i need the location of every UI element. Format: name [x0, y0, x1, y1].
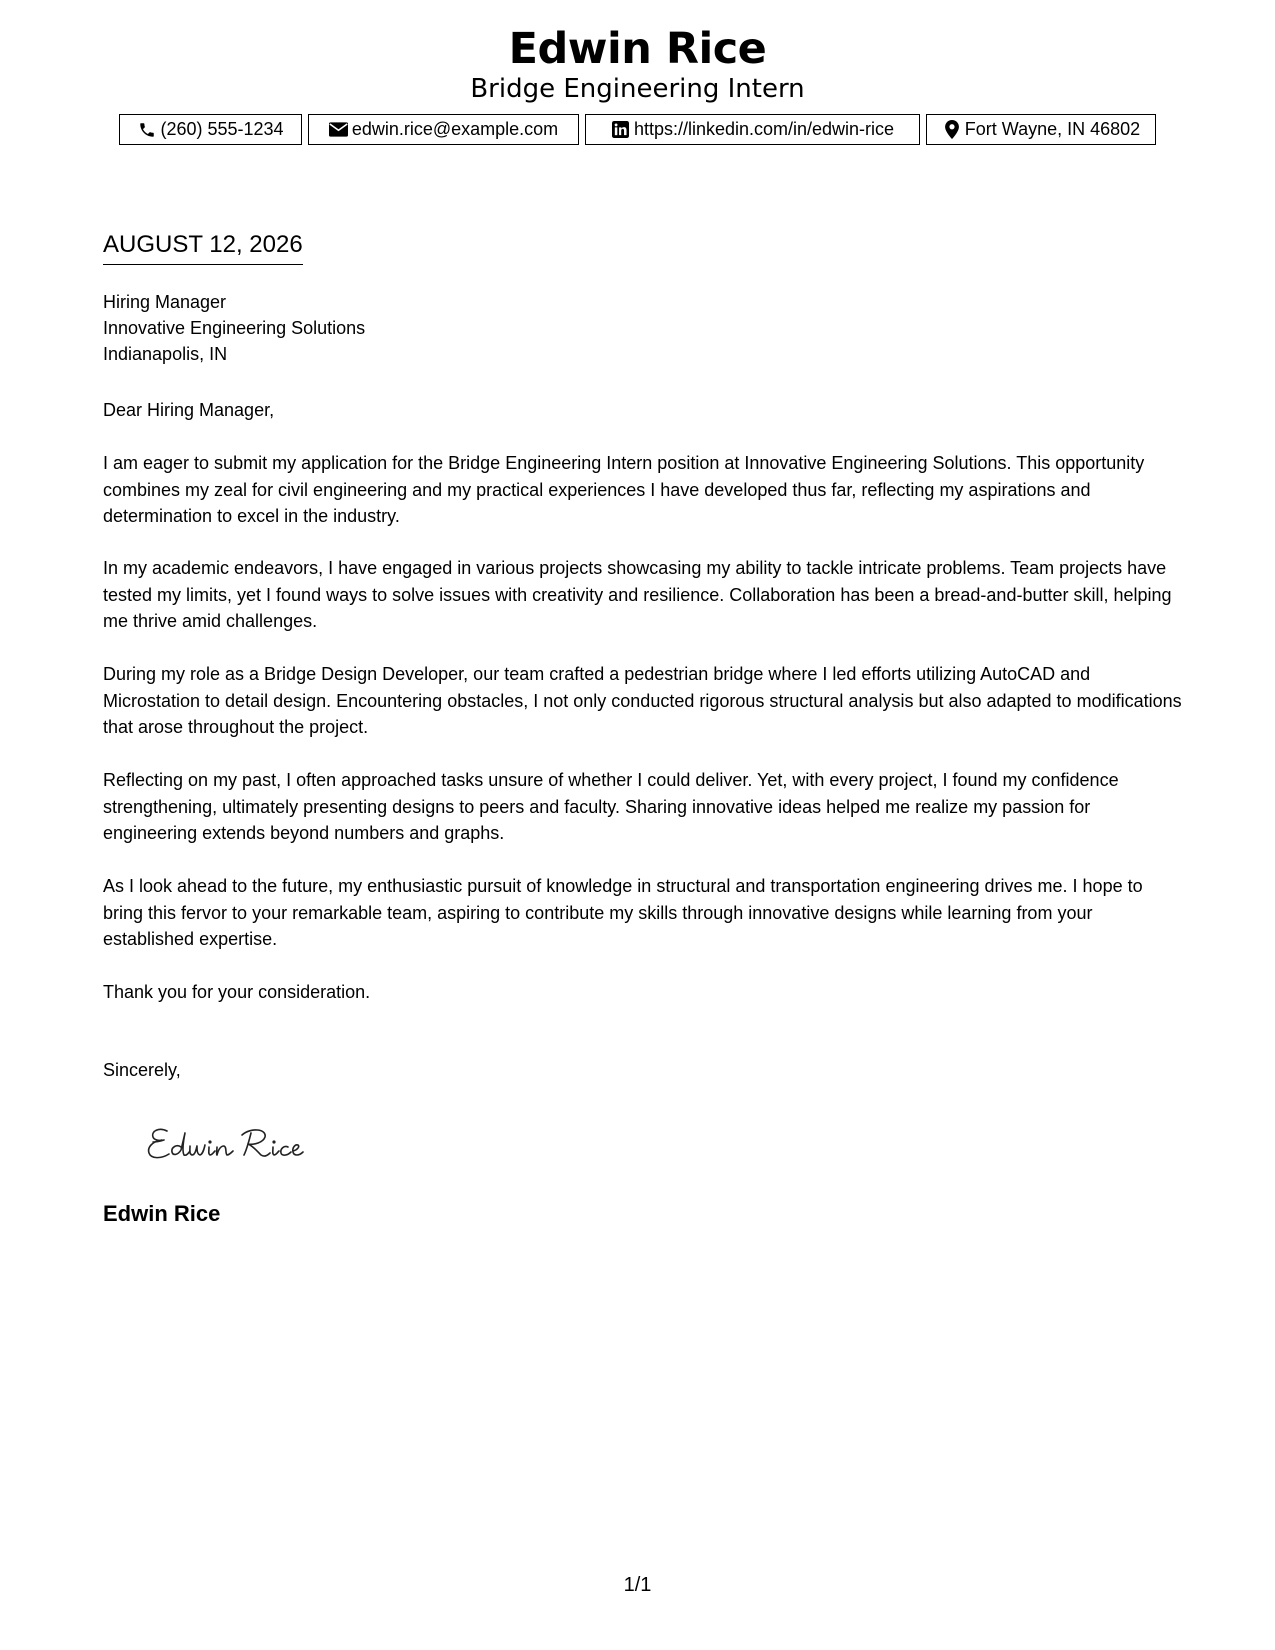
contact-linkedin[interactable] — [585, 114, 920, 145]
recipient-name: Hiring Manager — [103, 292, 227, 312]
map-marker-icon — [942, 120, 962, 140]
contact-email[interactable] — [308, 114, 579, 145]
body-paragraph: In my academic endeavors, I have engaged in various projects showcasing my ability to tackle intricate problems. Team projects have tested my limits, yet I found ways to solve issues with creativity and resilience. Collaboration has been a bread-and-butter skill, helping me thrive amid challenges. — [103, 558, 1172, 631]
body-paragraph: Reflecting on my past, I often approached tasks unsure of whether I could deliver. Yet, with every project, I found my confidence strengthening, ultimately presenting designs to peers and faculty. Sharing innovative ideas helped me realize my passion for engineering extends beyond numbers and graphs. — [103, 770, 1119, 843]
contact-phone — [119, 114, 302, 145]
phone-icon — [137, 120, 157, 140]
recipient-location: Indianapolis, IN — [103, 344, 228, 364]
salutation: Dear Hiring Manager, — [103, 400, 275, 420]
thank-you-line: Thank you for your consideration. — [103, 982, 371, 1002]
signer-name: Edwin Rice — [103, 1201, 221, 1226]
recipient-block — [103, 289, 365, 367]
body-paragraph: As I look ahead to the future, my enthusiastic pursuit of knowledge in structural and transportation engineering drives me. I hope to bring this fervor to your remarkable team, aspiring to contribute my skills through innovative designs while learning from your established expertise. — [103, 876, 1143, 949]
email-text: edwin.rice@example.com — [351, 119, 559, 139]
linkedin-text: https://linkedin.com/in/edwin-rice — [633, 119, 895, 139]
applicant-name: Edwin Rice — [508, 24, 767, 74]
location-text: Fort Wayne, IN 46802 — [964, 119, 1141, 139]
closing: Sincerely, — [103, 1060, 181, 1080]
letter-date: AUGUST 12, 2026 — [103, 230, 303, 265]
contact-location — [926, 114, 1156, 145]
phone-text: (260) 555-1234 — [160, 119, 284, 139]
contact-bar — [0, 114, 1275, 145]
body-paragraph: During my role as a Bridge Design Developer, our team crafted a pedestrian bridge where I led efforts utilizing AutoCAD and Microstation to detail design. Encountering obstacles, I not only conducted rigorous structural analysis but also adapted to modifications that arose throughout the project. — [103, 664, 1182, 737]
page-number: 1/1 — [623, 1574, 652, 1596]
recipient-company: Innovative Engineering Solutions — [103, 318, 366, 338]
body-paragraph: I am eager to submit my application for the Bridge Engineering Intern position at Innovative Engineering Solutions. This opportunity combines my zeal for civil engineering and my practical experiences I have developed thus far, reflecting my aspirations and determination to excel in the industry. — [103, 453, 1145, 526]
handwritten-signature — [145, 1117, 325, 1167]
applicant-job-title: Bridge Engineering Intern — [470, 74, 805, 104]
linkedin-icon — [611, 120, 631, 140]
envelope-icon — [329, 120, 349, 140]
